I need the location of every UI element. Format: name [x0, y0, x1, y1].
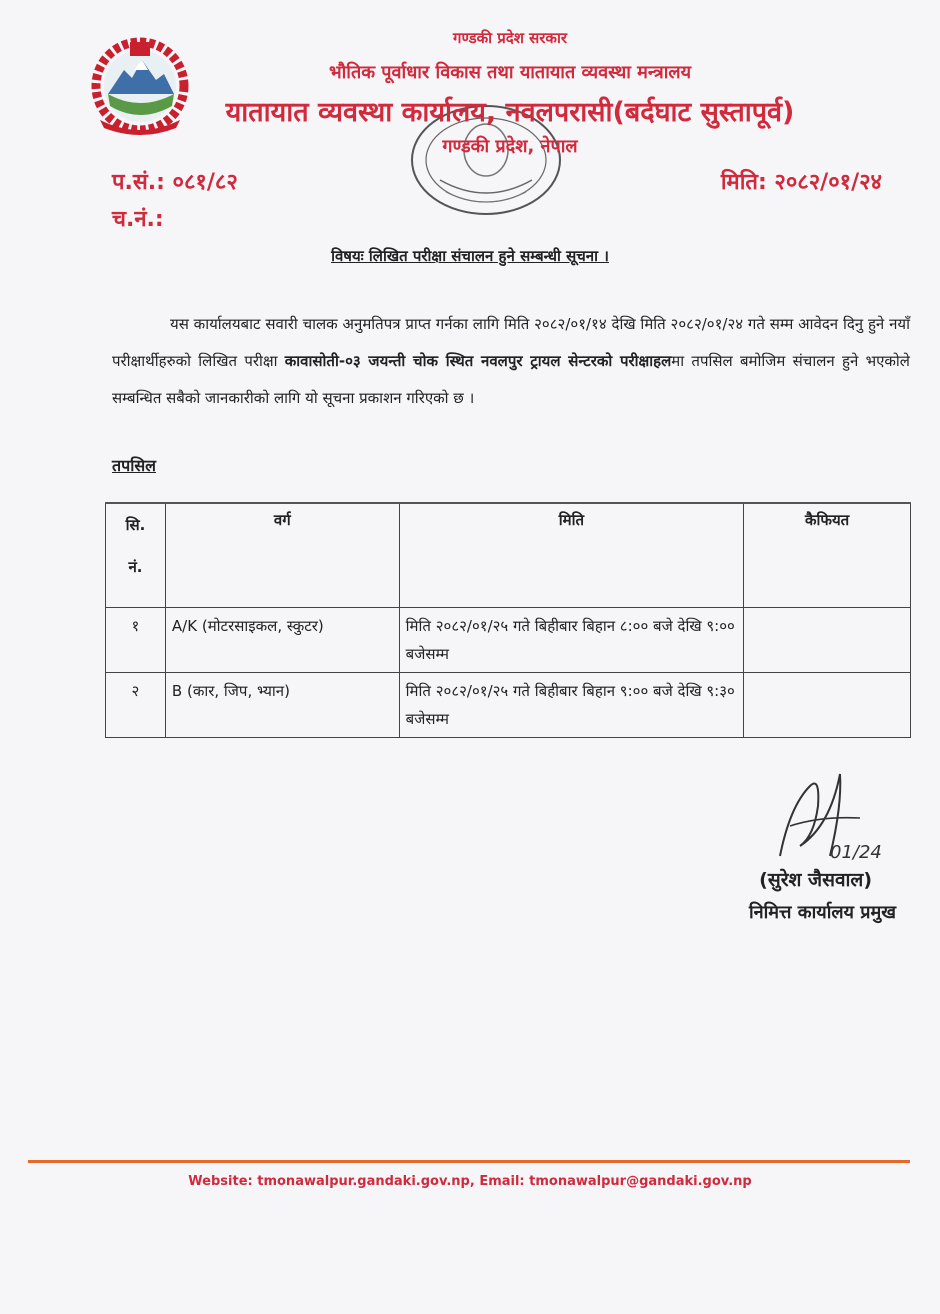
body-part-1: यस कार्यालयबाट सवारी चालक अनुमतिपत्र प्राप्त गर्नका लागि मिति २०८२/०१/१४ देखि मिति २०८२/०१/२४ गते सम्म आवेदन दिनु हुने नयाँ परीक्षार्थीहरुको लिखित परीक्षा: [112, 315, 910, 370]
government-name: गण्डकी प्रदेश सरकार: [453, 29, 567, 47]
header-remarks: कैफियत: [744, 503, 911, 608]
row-date: मिति २०८२/०१/२५ गते बिहीबार बिहान ९:०० बजे देखि ९:३० बजेसम्म: [399, 673, 744, 738]
subject-line: विषयः लिखित परीक्षा संचालन हुने सम्बन्धी सूचना ।: [331, 247, 609, 265]
body-part-2: मा तपसिल बमोजिम संचालन हुने भएकोले सम्बन्धित सबैको जानकारीको लागि यो सूचना प्रकाशन गरिएको छ ।: [112, 352, 910, 407]
row-category: A/K (मोटरसाइकल, स्कुटर): [165, 608, 399, 673]
signatory-title: निमित्त कार्यालय प्रमुख: [748, 902, 896, 923]
row-serial: १: [106, 608, 166, 673]
letter-date: मिति: २०८२/०१/२४: [720, 170, 882, 195]
row-remarks: [744, 608, 911, 673]
handwritten-signature: [760, 766, 900, 866]
office-name: यातायात व्यवस्था कार्यालय, नवलपरासी(बर्दघाट सुस्तापूर्व): [225, 97, 795, 128]
row-serial: २: [106, 673, 166, 738]
notice-body: [112, 306, 910, 417]
schedule-heading: तपसिल: [112, 456, 157, 475]
header-category: वर्ग: [165, 503, 399, 608]
header-sn-line1: सि.: [125, 516, 146, 534]
exam-schedule-table: [105, 502, 911, 738]
table-row: [106, 608, 911, 673]
province-name: गण्डकी प्रदेश, नेपाल: [442, 136, 578, 157]
footer-divider: [28, 1160, 910, 1163]
ministry-name: भौतिक पूर्वाधार विकास तथा यातायात व्यवस्था मन्त्रालय: [328, 62, 692, 83]
row-category: B (कार, जिप, भ्यान): [165, 673, 399, 738]
dispatch-number: च.नं.:: [112, 207, 164, 232]
signatory-name: (सुरेश जैसवाल): [759, 869, 872, 891]
row-date: मिति २०८२/०१/२५ गते बिहीबार बिहान ८:०० बजे देखि ९:०० बजेसम्म: [399, 608, 744, 673]
table-header-row: [106, 503, 911, 608]
footer-contact: Website: tmonawalpur.gandaki.gov.np, Email: tmonawalpur@gandaki.gov.np: [188, 1174, 752, 1189]
reference-number: प.सं.: ०८१/८२: [112, 170, 238, 195]
exam-venue: कावासोती-०३ जयन्ती चोक स्थित नवलपुर ट्रायल सेन्टरको परीक्षाहल: [284, 352, 672, 370]
header-serial-number: [106, 503, 166, 608]
row-remarks: [744, 673, 911, 738]
header-sn-line2: नं.: [128, 558, 143, 576]
signature-date: 01/24: [830, 842, 882, 863]
table-row: [106, 673, 911, 738]
header-date: मिति: [399, 503, 744, 608]
